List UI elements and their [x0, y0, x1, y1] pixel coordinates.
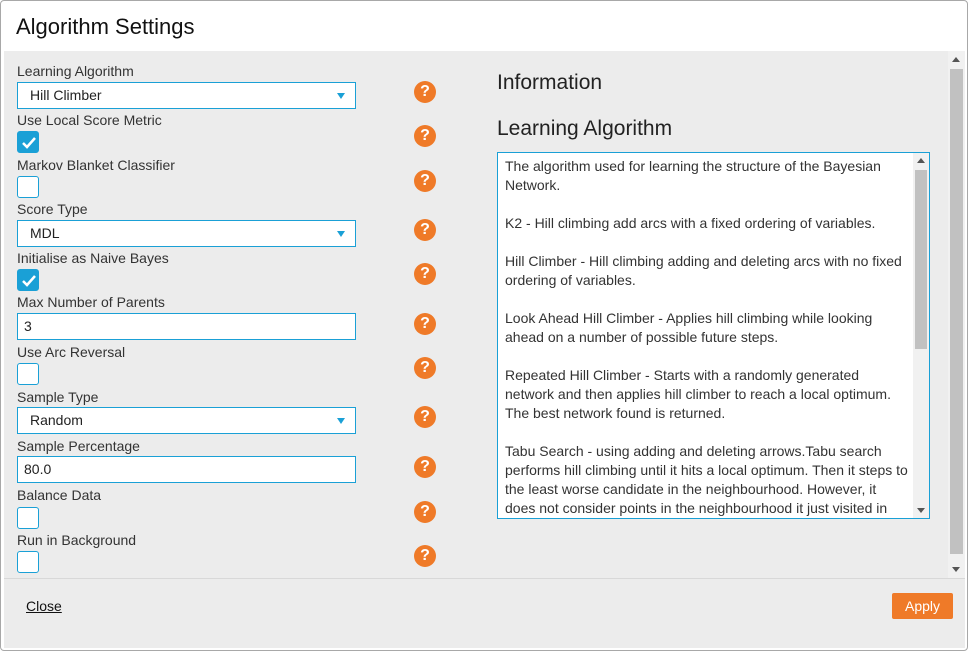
close-link[interactable]: Close: [26, 598, 62, 614]
run-in-background-help-icon[interactable]: ?: [414, 545, 436, 567]
max-parents-input[interactable]: 3: [17, 313, 356, 340]
info-paragraph: Tabu Search - using adding and deleting arrows.Tabu search performs hill climbing until it hits a local optimum. Then it steps to the least worse candidate in the neighbourhood. However, it does not consider points in the neighbourhood it just visited in: [505, 443, 908, 516]
score-type-value: MDL: [30, 225, 60, 241]
score-type-label: Score Type: [17, 201, 88, 217]
learning-algorithm-select[interactable]: [17, 82, 356, 109]
scroll-up-arrow-icon[interactable]: [952, 57, 960, 62]
balance-data-help-icon[interactable]: ?: [414, 501, 436, 523]
max-parents-help-icon[interactable]: ?: [414, 313, 436, 335]
sample-percentage-input[interactable]: 80.0: [17, 456, 356, 483]
learning-algorithm-label: Learning Algorithm: [17, 63, 134, 79]
balance-data-label: Balance Data: [17, 487, 102, 503]
use-local-score-metric-checkbox[interactable]: [17, 131, 39, 153]
info-paragraph: The algorithm used for learning the structure of the Bayesian Network.: [505, 158, 881, 193]
dialog-title: Algorithm Settings: [16, 14, 195, 39]
use-arc-reversal-help-icon[interactable]: ?: [414, 357, 436, 379]
info-description-box[interactable]: [497, 152, 930, 519]
apply-button[interactable]: Apply: [892, 593, 953, 619]
info-paragraph: Look Ahead Hill Climber - Applies hill climbing while looking ahead on a number of possible future steps.: [505, 310, 873, 345]
initialise-naive-bayes-label: Initialise as Naive Bayes: [17, 250, 169, 266]
use-arc-reversal-label: Use Arc Reversal: [17, 344, 126, 360]
dropdown-arrow-icon: [337, 93, 345, 99]
info-paragraph: Hill Climber - Hill climbing adding and deleting arcs with no fixed ordering of variables.: [505, 253, 902, 288]
dialog-scrollbar[interactable]: [948, 51, 965, 578]
use-local-score-metric-label: Use Local Score Metric: [17, 112, 162, 128]
info-scrollbar-thumb[interactable]: [915, 170, 927, 349]
checkmark-icon: [21, 273, 37, 289]
score-type-help-icon[interactable]: ?: [414, 219, 436, 241]
markov-blanket-classifier-checkbox[interactable]: [17, 176, 39, 198]
dialog-scrollbar-thumb[interactable]: [950, 69, 963, 554]
sample-percentage-help-icon[interactable]: ?: [414, 456, 436, 478]
scroll-down-arrow-icon[interactable]: [952, 567, 960, 572]
sample-type-help-icon[interactable]: ?: [414, 406, 436, 428]
info-subheading: Learning Algorithm: [497, 117, 673, 140]
learning-algorithm-help-icon[interactable]: ?: [414, 81, 436, 103]
markov-blanket-classifier-label: Markov Blanket Classifier: [17, 157, 175, 173]
checkmark-icon: [21, 135, 37, 151]
scroll-up-arrow-icon[interactable]: [917, 158, 925, 163]
scroll-down-arrow-icon[interactable]: [917, 508, 925, 513]
initialise-naive-bayes-checkbox[interactable]: [17, 269, 39, 291]
sample-type-value: Random: [30, 412, 83, 428]
sample-percentage-label: Sample Percentage: [17, 438, 140, 454]
markov-blanket-classifier-help-icon[interactable]: ?: [414, 170, 436, 192]
run-in-background-label: Run in Background: [17, 532, 137, 548]
dialog-footer: [4, 578, 965, 648]
dropdown-arrow-icon: [337, 231, 345, 237]
initialise-naive-bayes-help-icon[interactable]: ?: [414, 263, 436, 285]
learning-algorithm-value: Hill Climber: [30, 87, 102, 103]
info-scrollbar[interactable]: [913, 153, 929, 518]
balance-data-checkbox[interactable]: [17, 507, 39, 529]
dropdown-arrow-icon: [337, 418, 345, 424]
sample-type-label: Sample Type: [17, 389, 99, 405]
score-type-select[interactable]: [17, 220, 356, 247]
info-paragraph: K2 - Hill climbing add arcs with a fixed ordering of variables.: [505, 215, 876, 231]
sample-type-select[interactable]: [17, 407, 356, 434]
info-description-text: [505, 157, 910, 519]
information-heading: Information: [497, 71, 603, 94]
use-local-score-metric-help-icon[interactable]: ?: [414, 125, 436, 147]
run-in-background-checkbox[interactable]: [17, 551, 39, 573]
max-parents-label: Max Number of Parents: [17, 294, 165, 310]
info-paragraph: Repeated Hill Climber - Starts with a randomly generated network and then applies hill climber to reach a local optimum. The best network found is returned.: [505, 367, 891, 421]
use-arc-reversal-checkbox[interactable]: [17, 363, 39, 385]
dialog-body: [4, 51, 965, 578]
